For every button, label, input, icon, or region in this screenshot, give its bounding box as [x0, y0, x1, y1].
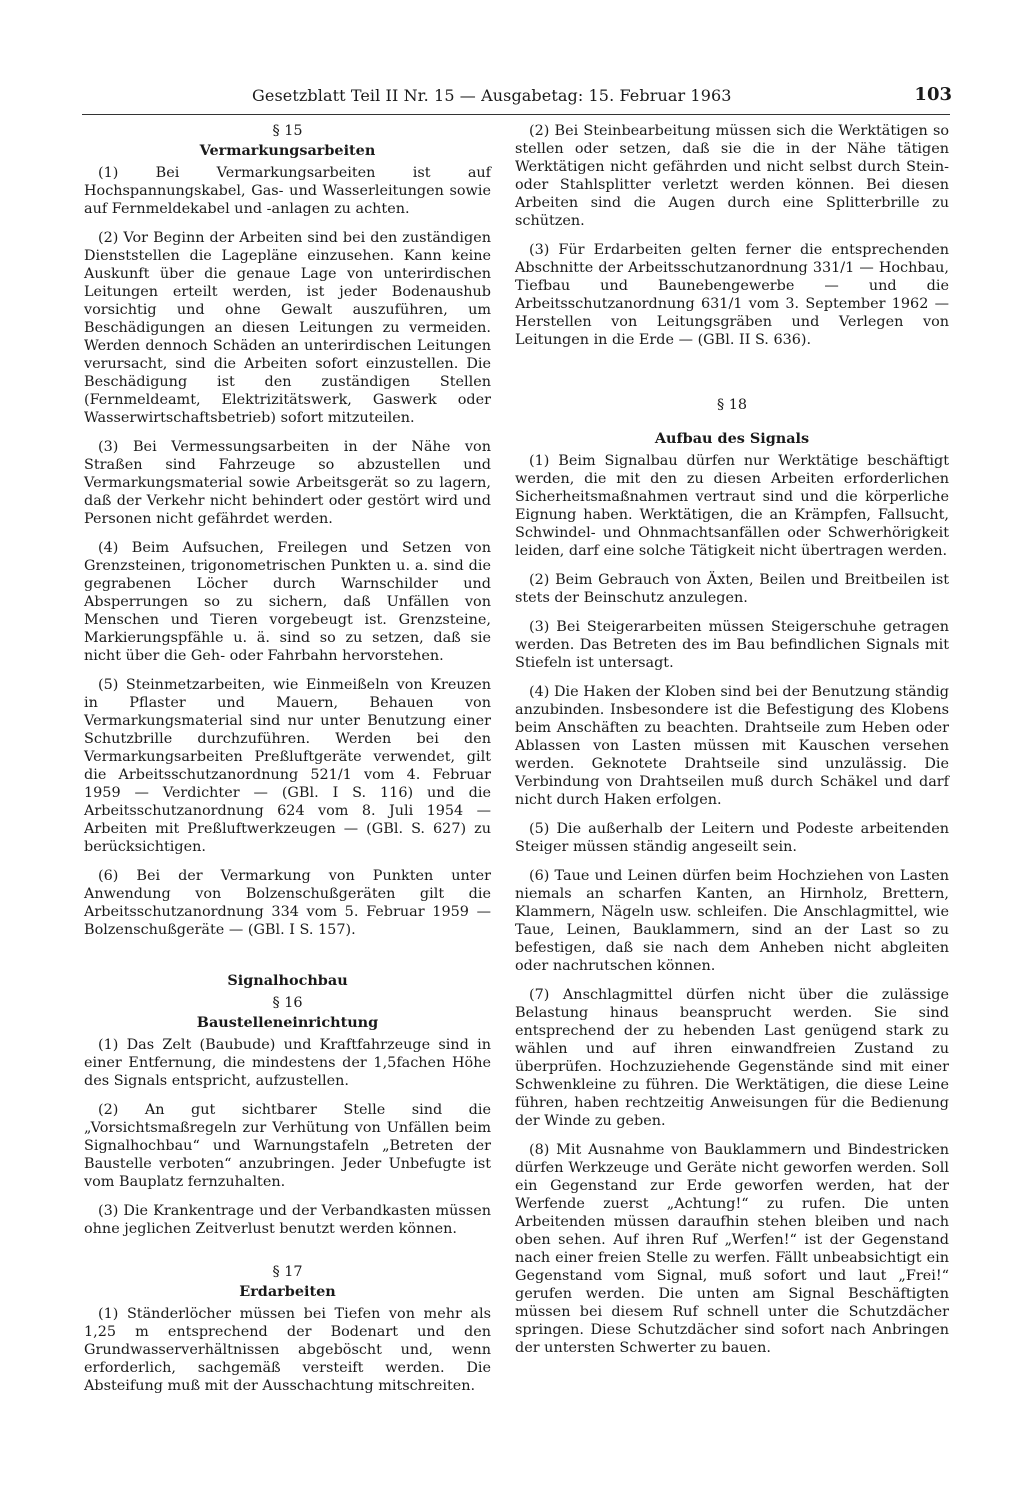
section-18-number: § 18: [716, 397, 748, 413]
section-15-paragraph-6: (6) Bei der Vermarkung von Punkten unter Anwendung von Bolzenschußgeräten gilt die Arbeitsschutzanordnung 334 vom 5. Februar 1959 — Bolzenschußgeräte — (GBl. I S. 157).: [84, 868, 491, 938]
spacer: [515, 416, 949, 430]
section-15-paragraph-4: (4) Beim Aufsuchen, Freilegen und Setzen von Grenzsteinen, trigonometrischen Punkten u. a. sind die gegrabenen Löcher durch Warnschilder und Absperrungen so zu sichern, daß Unfällen von Menschen und Tieren vorgebeugt ist. Grenzsteine, Markierungspfähle u. ä. sind so zu setzen, daß sie nicht über die Geh- oder Fahrbahn hervorstehen.: [84, 540, 491, 664]
right-column: [515, 122, 949, 1368]
section-18-paragraph-8: (8) Mit Ausnahme von Bauklammern und Bindestricken dürfen Werkzeuge und Geräte nicht geworfen werden. Soll ein Gegenstand zur Erde geworfen werden, hat der Werfende zuerst „Achtung!“ zu rufen. Die unten Arbeitenden müssen daraufhin stehen bleiben und nach oben sehen. Auf ihren Ruf „Werfen!“ ist der Gegenstand nach einer freien Stelle zu werfen. Fällt unbeabsichtigt ein Gegenstand vom Signal, muß sofort und laut „Frei!“ gerufen werden. Die unten am Signal Beschäftigten müssen bei diesem Ruf schnell unter die Schutzdächer springen. Diese Schutzdächer sind sofort nach Anbringen der untersten Schwerter zu bauen.: [515, 1142, 949, 1356]
section-15-paragraph-5: (5) Steinmetzarbeiten, wie Einmeißeln von Kreuzen in Pflaster und Mauern, Behauen von Vermarkungsmaterial sind nur unter Benutzung einer Schutzbrille durchzuführen. Werden bei den Vermarkungsarbeiten Preßluftgeräte verwendet, gilt die Arbeitsschutzanordnung 521/1 vom 4. Februar 1959 — Verdichter — (GBl. I S. 116) und die Arbeitsschutzanordnung 624 vom 8. Juli 1954 — Arbeiten mit Preßluftwerkzeugen — (GBl. S. 627) zu berücksichtigen.: [84, 677, 491, 855]
section-17-paragraph-2: (2) Bei Steinbearbeitung müssen sich die Werktätigen so stellen oder setzen, daß sie die in der Nähe tätigen Werktätigen nicht gefährden und nicht selbst durch Stein- oder Stahlsplitter verletzt werden können. Bei diesen Arbeiten sind die Augen durch eine Splitterbrille zu schützen.: [515, 123, 949, 229]
section-16-paragraph-1: (1) Das Zelt (Baubude) und Kraftfahrzeuge sind in einer Entfernung, die mindestens der 1,5fachen Höhe des Signals entspricht, aufzustellen.: [84, 1037, 491, 1089]
section-17-paragraph-3: (3) Für Erdarbeiten gelten ferner die entsprechenden Abschnitte der Arbeitsschutzanordnung 331/1 — Hochbau, Tiefbau und Baunebengewerbe — und die Arbeitsschutzanordnung 631/1 vom 3. September 1962 — Herstellen von Leitungsgräben und Verlegen von Leitungen in die Erde — (GBl. II S. 636).: [515, 242, 949, 348]
header-rule: [82, 114, 950, 115]
section-15-paragraph-1: (1) Bei Vermarkungsarbeiten ist auf Hochspannungskabel, Gas- und Wasserleitungen sowie auf Fernmeldekabel und -anlagen zu achten.: [84, 165, 491, 217]
section-16-paragraph-2: (2) An gut sichtbarer Stelle sind die „Vorsichtsmaßregeln zur Verhütung von Unfällen beim Signalhochbau“ und Warnungstafeln „Betreten der Baustelle verboten“ anzubringen. Jeder Unbefugte ist vom Bauplatz fernzuhalten.: [84, 1102, 491, 1190]
page-number: 103: [914, 84, 952, 105]
section-18-title: Aufbau des Signals: [654, 430, 810, 447]
part-title: Signalhochbau: [227, 972, 348, 989]
spacer: [84, 1249, 491, 1263]
section-17-number: § 17: [272, 1264, 303, 1280]
section-18-paragraph-4: (4) Die Haken der Kloben sind bei der Benutzung ständig anzubinden. Insbesondere ist die Befestigung des Klobens beim Anschäften zu beachten. Drahtseile zum Heben oder Ablassen von Lasten müssen mit Kauschen versehen werden. Geknotete Drahtseile sind unzulässig. Die Verbindung von Drahtseilen muß durch Schäkel und darf nicht durch Haken erfolgen.: [515, 684, 949, 808]
spacer: [515, 360, 949, 396]
section-16-number: § 16: [272, 995, 303, 1011]
section-18-paragraph-7: (7) Anschlagmittel dürfen nicht über die zulässige Belastung hinaus beansprucht werden. Sie sind entsprechend der zu hebenden Last genügend stark zu wählen und auf ihren einwandfreien Zustand zu überprüfen. Hochzuziehende Gegenstände sind mit einer Schwenkleine zu führen. Die Werktätigen, die diese Leine führen, haben rechtzeitig Anweisungen für die Bedienung der Winde zu geben.: [515, 987, 949, 1129]
section-15-paragraph-3: (3) Bei Vermessungsarbeiten in der Nähe von Straßen sind Fahrzeuge so abzustellen und Vermarkungsmaterial sowie Arbeitsgerät so zu lagern, daß der Verkehr nicht behindert oder gestört wird und Personen nicht gefährdet werden.: [84, 439, 491, 527]
section-15-title: Vermarkungsarbeiten: [199, 142, 376, 159]
section-18-paragraph-5: (5) Die außerhalb der Leitern und Podeste arbeitenden Steiger müssen ständig angeseilt sein.: [515, 821, 949, 855]
section-17-paragraph-1: (1) Ständerlöcher müssen bei Tiefen von mehr als 1,25 m entsprechend der Bodenart und den Grundwasserverhältnissen abgeböscht und, wenn erforderlich, sachgemäß versteift werden. Die Absteifung muß mit der Ausschachtung mitschreiten.: [84, 1306, 491, 1394]
section-15-paragraph-2: (2) Vor Beginn der Arbeiten sind bei den zuständigen Dienststellen die Lagepläne einzusehen. Kann keine Auskunft über die genaue Lage von unterirdischen Leitungen erteilt werden, ist jeder Bodenaushub vorsichtig und ohne Gewalt auszuführen, um Beschädigungen an diesen Leitungen zu vermeiden. Werden dennoch Schäden an unterirdischen Leitungen verursacht, sind die Arbeiten sofort einzustellen. Die Beschädigung ist den zuständigen Stellen (Fernmeldeamt, Elektrizitätswerk, Gaswerk oder Wasserwirtschaftsbetrieb) sofort mitzuteilen.: [84, 230, 491, 426]
section-17-title: Erdarbeiten: [239, 1283, 336, 1300]
section-18-paragraph-6: (6) Taue und Leinen dürfen beim Hochziehen von Lasten niemals an scharfen Kanten, an Hirnholz, Brettern, Klammern, Nägeln usw. schleifen. Die Anschlagmittel, wie Taue, Leinen, Bauklammern, sind an der Last so zu befestigen, daß sie nach dem Anheben nicht abgleiten oder nachrutschen können.: [515, 868, 949, 974]
left-column: [84, 122, 491, 1406]
spacer: [84, 950, 491, 972]
section-16-title: Baustelleneinrichtung: [196, 1014, 379, 1031]
header-title: Gesetzblatt Teil II Nr. 15 — Ausgabetag: 15. Februar 1963: [252, 86, 732, 105]
page-header: [252, 86, 952, 112]
section-15-number: § 15: [272, 123, 303, 139]
section-16-paragraph-3: (3) Die Krankentrage und der Verbandkasten müssen ohne jeglichen Zeitverlust benutzt werden können.: [84, 1203, 491, 1237]
section-18-paragraph-2: (2) Beim Gebrauch von Äxten, Beilen und Breitbeilen ist stets der Beinschutz anzulegen.: [515, 572, 949, 606]
section-18-paragraph-1: (1) Beim Signalbau dürfen nur Werktätige beschäftigt werden, die mit den zu diesen Arbeiten erforderlichen Sicherheitsmaßnahmen vertraut sind und die körperliche Eignung haben. Werktätigen, die an Krämpfen, Fallsucht, Schwindel- und Ohnmachtsanfällen oder Schwerhörigkeit leiden, darf eine solche Tätigkeit nicht übertragen werden.: [515, 453, 949, 559]
section-18-paragraph-3: (3) Bei Steigerarbeiten müssen Steigerschuhe getragen werden. Das Betreten des im Bau befindlichen Signals mit Stiefeln ist untersagt.: [515, 619, 949, 671]
